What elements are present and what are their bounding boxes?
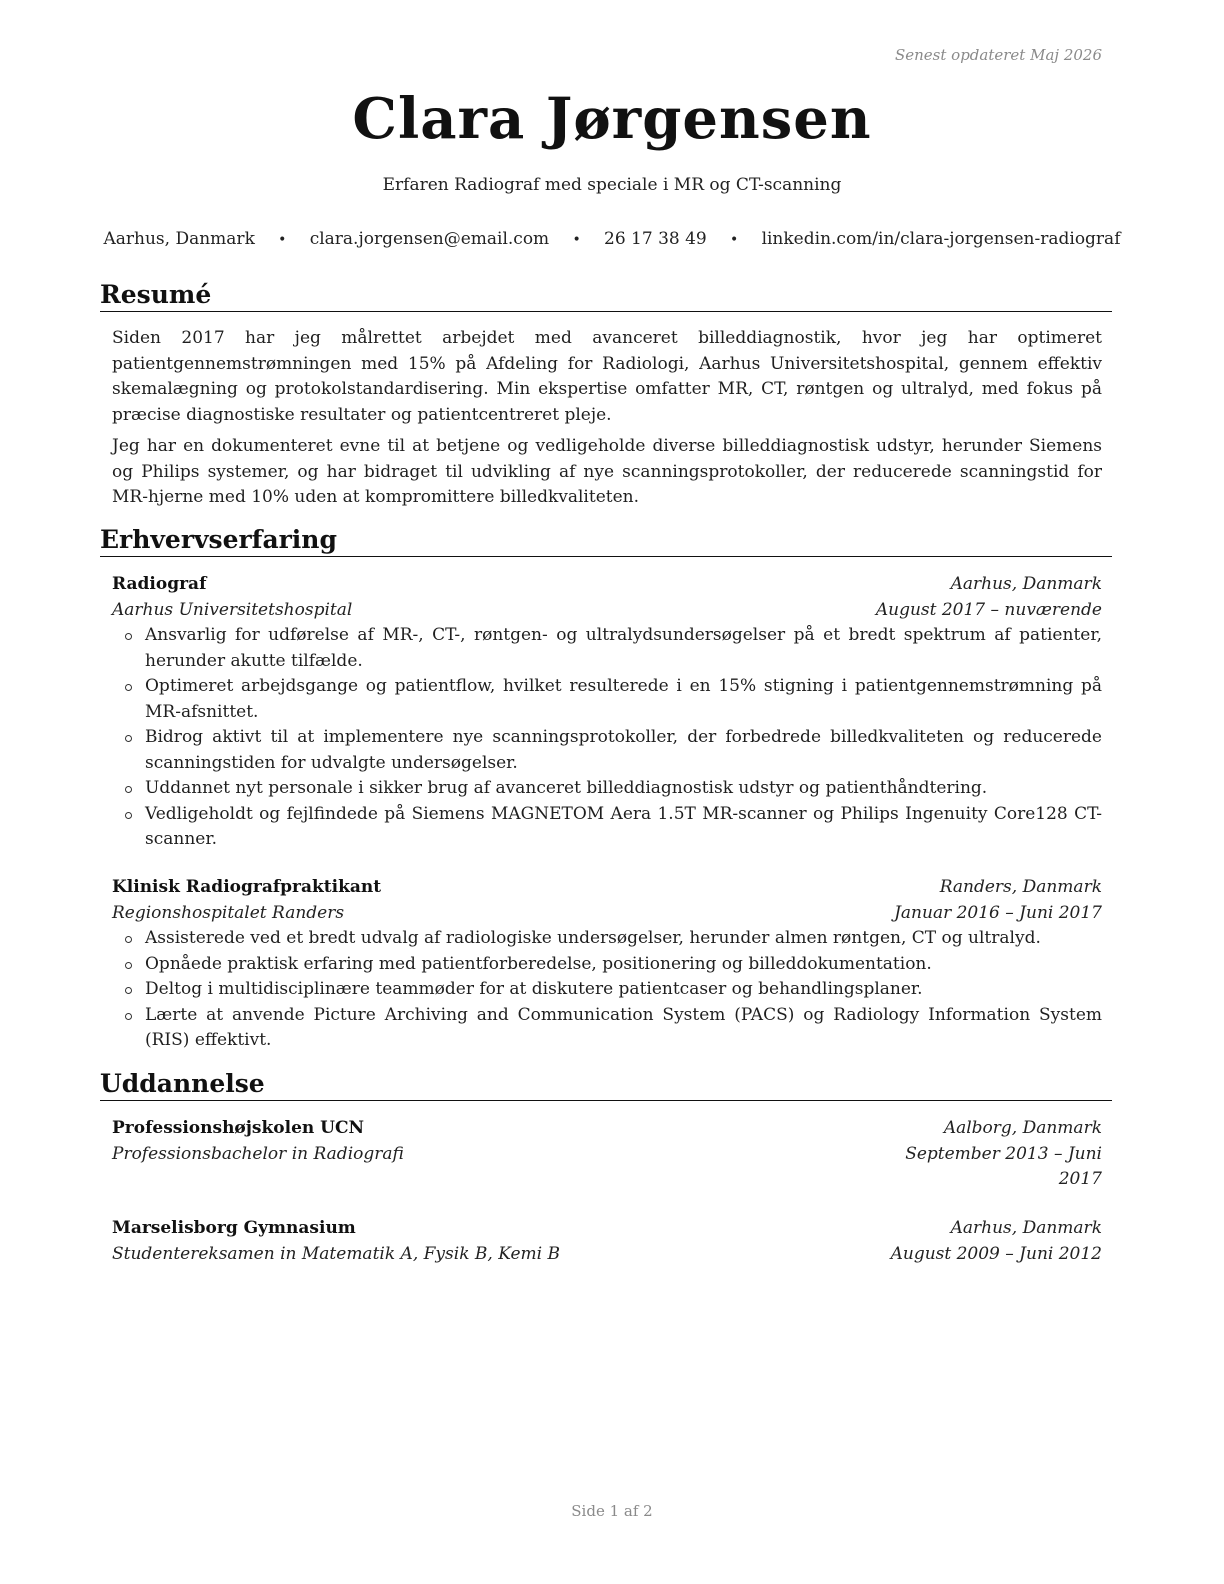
job-dates: Januar 2016 – Juni 2017 <box>894 902 1102 923</box>
degree-name: Professionsbachelor in Radiografi <box>112 1143 404 1164</box>
bullet-separator-icon: • <box>572 232 581 248</box>
candidate-headline: Erfaren Radiograf med speciale i MR og CT-scanning <box>382 175 842 195</box>
list-item: Deltog i multidisciplinære teammøder for at diskutere patientcaser og behandlingsplaner. <box>112 977 1102 1003</box>
list-item: Bidrog aktivt til at implementere nye scanningsprotokoller, der forbedrede billedkvaliteten og reducerede scanningstiden for udvalgte undersøgelser. <box>112 725 1102 776</box>
bullet-separator-icon: • <box>730 232 739 248</box>
section-title-summary: Resumé <box>100 280 1112 312</box>
contact-email[interactable]: clara.jorgensen@email.com <box>309 229 550 249</box>
list-item: Assisterede ved et bredt udvalg af radiologiske undersøgelser, herunder almen røntgen, CT og ultralyd. <box>112 926 1102 952</box>
job-employer: Regionshospitalet Randers <box>112 902 345 923</box>
job-bullets <box>112 623 1102 853</box>
summary-paragraph: Siden 2017 har jeg målrettet arbejdet med avanceret billeddiagnostik, hvor jeg har optimeret patientgennemstrømningen med 15% på Afdeling for Radiologi, Aarhus Universitetshospital, gennem effektiv skemalægning og protokolstandardisering. Min ekspertise omfatter MR, CT, røntgen og ultralyd, med fokus på præcise diagnostiske resultater og patientcentreret pleje. <box>112 328 1102 425</box>
job-dates: August 2017 – nuværende <box>875 599 1102 620</box>
list-item: Uddannet nyt personale i sikker brug af avanceret billeddiagnostisk udstyr og patienthåndtering. <box>112 776 1102 802</box>
school-location: Aalborg, Danmark <box>943 1118 1102 1138</box>
contact-phone: 26 17 38 49 <box>604 229 707 249</box>
job-entry <box>112 875 1102 1054</box>
school-location: Aarhus, Danmark <box>950 1218 1102 1238</box>
job-entry <box>112 572 1102 853</box>
school-name: Marselisborg Gymnasium <box>112 1218 356 1238</box>
last-updated-note: Senest opdateret Maj 2026 <box>894 46 1102 64</box>
job-location: Randers, Danmark <box>939 877 1102 897</box>
job-title: Radiograf <box>112 574 207 594</box>
page-number: Side 1 af 2 <box>571 1502 653 1520</box>
education-entry <box>112 1216 1102 1267</box>
education-entry <box>112 1116 1102 1193</box>
section-title-experience: Erhvervserfaring <box>100 525 1112 557</box>
list-item: Opnåede praktisk erfaring med patientforberedelse, positionering og billeddokumentation. <box>112 952 1102 978</box>
contact-linkedin[interactable]: linkedin.com/in/clara-jorgensen-radiograf <box>761 229 1121 249</box>
bullet-separator-icon: • <box>278 232 287 248</box>
education-dates: September 2013 – Juni 2017 <box>905 1143 1102 1189</box>
school-name: Professionshøjskolen UCN <box>112 1118 365 1138</box>
education-dates: August 2009 – Juni 2012 <box>890 1243 1102 1264</box>
list-item: Optimeret arbejdsgange og patientflow, hvilket resulterede i en 15% stigning i patientgennemstrømning på MR-afsnittet. <box>112 674 1102 725</box>
job-location: Aarhus, Danmark <box>950 574 1102 594</box>
degree-name: Studentereksamen in Matematik A, Fysik B, Kemi B <box>112 1243 560 1264</box>
list-item: Vedligeholdt og fejlfindede på Siemens MAGNETOM Aera 1.5T MR-scanner og Philips Ingenuity Core128 CT-scanner. <box>112 802 1102 853</box>
candidate-name: Clara Jørgensen <box>352 86 872 152</box>
contact-location: Aarhus, Danmark <box>103 229 255 249</box>
contact-line <box>0 229 1224 249</box>
section-title-education: Uddannelse <box>100 1069 1112 1101</box>
list-item: Ansvarlig for udførelse af MR-, CT-, røntgen- og ultralydsundersøgelser på et bredt spektrum af patienter, herunder akutte tilfælde. <box>112 623 1102 674</box>
job-bullets <box>112 926 1102 1054</box>
list-item: Lærte at anvende Picture Archiving and Communication System (PACS) og Radiology Information System (RIS) effektivt. <box>112 1003 1102 1054</box>
job-title: Klinisk Radiografpraktikant <box>112 877 382 897</box>
job-employer: Aarhus Universitetshospital <box>112 599 353 620</box>
summary-paragraph: Jeg har en dokumenteret evne til at betjene og vedligeholde diverse billeddiagnostisk udstyr, herunder Siemens og Philips systemer, og har bidraget til udvikling af nye scanningsprotokoller, der reducerede scanningstid for MR-hjerne med 10% uden at kompromittere billedkvaliteten. <box>112 436 1102 507</box>
